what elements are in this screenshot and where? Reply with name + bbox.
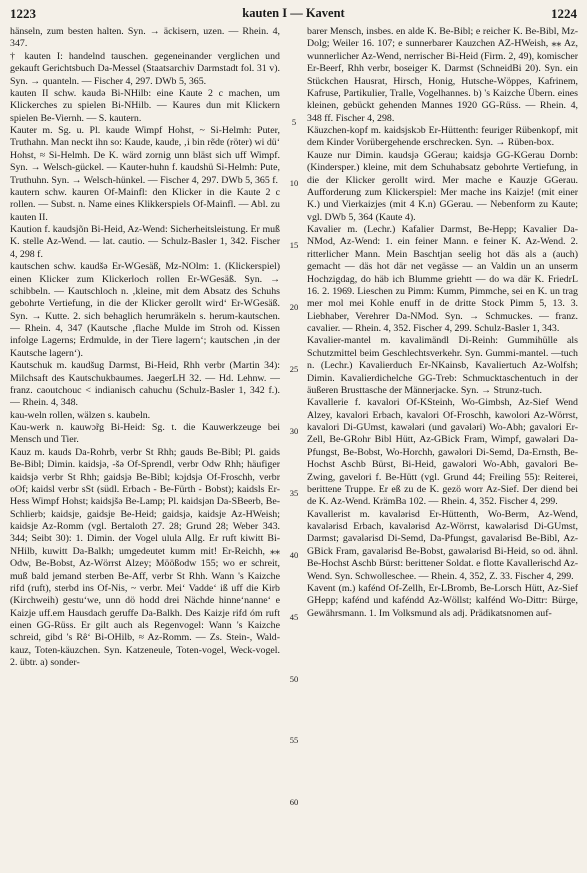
line-number: 5 [291,117,297,127]
dictionary-entry: hänseln, zum besten halten. Syn. → äckisern, uzen. — Rhein. 4, 347. [10,26,280,50]
dictionary-entry: kau-weln rollen, wälzen s. kaubeln. [10,409,151,421]
dictionary-entry: barer Mensch, insbes. en alde K. Be-Bibl; e reicher K. Be-Bibl, Mz-Dolg; Weiler 16. 107; e sunnerbarer Kauzchen AZ-HWeish, ⁎⁎ Az, wunnerlicher Az-Wend, nerrischer Bi-Heid (Firm. 2, 49), komischer Er-Beerf, Rhh verbr, boseiger K. Darmst (SchneidBi 20). Syn. ein Stückchen Hausrat, Hirsch, Honig, Hutsche-Wöppes, Kafrinem, Kafruse, Partikulier, Tralle, Vogelhannes. b) 's Kaizche Übern. eines kleinen, gebückt gehenden Mannes 1920 GG-Rüss. — Rhein. 4, 348 ff. Fischer 4, 298. [307,26,578,124]
line-number: 15 [289,240,299,250]
page-header [10,6,577,24]
dictionary-entry: † kauten I: handelnd tauschen. gegeneinander verglichen und gekauft Gerichtsbuch Da-Messel (Staatsarchiv Darmstadt fol. 31 v). Syn. → quanteln. — Fischer 4, 297. DWb 5, 365. [10,50,280,87]
line-number: 25 [289,364,299,374]
line-number: 55 [289,735,299,745]
left-page-number: 1223 [10,6,36,21]
dictionary-entry: Kauz m. kauds Da-Rohrb, verbr St Rhh; gauds Be-Bibl; Pl. gaids Be-Bibl; Dimin. kaidsjə, -šə Of-Sprendl, verbr Odw Rhh; häufiger kaidsjə verbr St Rhh; gaidsjə Be-Bibl; kɔjdsjə Of-Froschh, verbr oOf; kaidsl verbr sSt (südl. Erbach - Be-Fürth - Bobst); kaidsls Er-Hess Wimpf Hohst; kaidsjšə Be-Lamp; Pl. kaidsjən Da-SBeerb, Be-Schlierb; kaidsjɐ, gaidsjɐ Be-Heid; gaidsjə, kaidsjɐ Az-HWeish; kaidsjɐ Az-Romm (vgl. Bertaloth 27. 28; Grund 28; Weber 343. 344; Seibt 30): 1. Dimin. der Vogel ulula Allg. Er ruft kiwitt Bi-NHilb, kuwitt Da-Balkh; umgedeutet kumm mit! Er-Reichh, ⁎⁎ Odw, Be-Bobst, Az-Wörrst Alzey; Möößodw 155; wo er schreit, muß bald jemand sterben Be-Aff, verbr St Rhh. Wann 's Kaizche rifd (ruft), sterbd ins Of-Nis, ~ verbr. Mei‘ Vadde‘ iß uff die Kirb (Kirchweih) gestu‘we, unn dö hodd drei Nächde hinne‘nanne‘ e Kaizje uff.em Hausdach geruffe Da-Balkh. Des Kaizje rifd óm ruft einen GG-Rüss. Er gilt auch als Regenvogel: Wann 's Kaizche schreid, gibd 's Rê‘ Bi-OHilb, ≈ Az-Romm. — Zs. Stein-, Wald-kauz, Toten-käuzchen. Syn. Katzeneule, Toten-vogel, Weck-vogel. 2. übtr. a) sonder- [10,446,280,669]
dictionary-entry: Kavallerie f. kavalori Of-KSteinh, Wo-Gimbsh, Az-Sief Wend Alzey, kavalori Erbach, kavalori Of-Froschh, kawolori Az-Wörrst, kavalori Di-GUmst, kawələri (und gavələri) Wo-Abh; gavalori Er-Zell, Be-GRohr Bibl Hütt, Az-GBick Fram, Wimpf, gawələri Da-Pfungst, Be-Bobst, Wo-Horchh, gawəlori Di-Semd, Da-Ernsth, Be-Hochst Aschb Bürst, Bi-Heid, gawəlori Wo-Abh, gavalori Be-Zwing, gavelori f. Be-Hütt (vgl. Grund 44; Freiling 55): Reiterei, berittene Truppe. Er eß zu de K. gezö worr Az-Sief. Der diend bei de K. Az-Wend. KrämBa 102. — Rhein. 4, 352. Fischer 4, 299. [307,397,578,508]
dictionary-entry: Kauter m. Sg. u. Pl. kaudɐ Wimpf Hohst, ~ Si-Helmh: Puter, Truthahn. Man neckt ihn so: Kaudɐ, kaudɐ, ‚i bin rẽdɐ (röter) wi dü‘ Hohst, ≈ Si-Helmh. De K. wärd zornig unn bläst sich uff Wimpf. Syn. → Welsch-gückel. — Kauter-huhn f. kaudshü Si-Helmh: Pute, Truthuhn. Syn. → Welsch-hünkel. — Fischer 4, 297. DWb 5, 365 f. [10,125,280,186]
dictionary-entry: kautern schw. kaurɐn Of-Mainfl: den Klicker in die Kaute 2 c rollen. — Subst. n. Name eines Klikkerspiels Of-Mainfl. — Abl. zu kauten II. [10,186,280,223]
running-title: kauten I — Kavent [242,6,345,20]
line-number: 50 [289,674,299,684]
line-number: 60 [289,797,299,807]
right-column [307,26,578,866]
dictionary-entry: Kauze nur Dimin. kaudsjə GGerau; kaidsjə GG-KGerau Dornb: (Kindersper.) kleine, mit dem Schuhabsatz gebohrte Vertiefung, in die der Klicker gerollt wird. Mer mache e Kauzje GGerau. Aufforderung zum Klickerspiel: Mer mache ins Kaizje! (mit einer K.) und Vierkaizjes (mit 4 K.n) GGerau. — Nebenform zu Kaute; vgl. DWb 5, 364 (Kaute 4). [307,149,578,223]
dictionary-entry: kautschen schw. kaudšə Er-WGesäß, Mz-NOlm: 1. (Klickerspiel) einen Klicker zum Klickerloch rollen Er-WGesäß. Syn. → schibbeln. — Kautschloch n. ‚kleine, mit dem Absatz des Schuhs gebohrte Vertiefung, in die der Klicker gerollt wird‘ Er-WGesäß. Syn. → Kutte. 2. sich behaglich herumräkeln s. herum-kautschen. — Rhein. 4, 347 (Kautsche ‚flache Mulde im Stroh od. Kissen infolge Lagerns; Erdmulde, in der Tiere lagern‘; kautschen ‚in der Kautsche lagern‘). [10,261,280,359]
right-page-number: 1224 [551,6,577,21]
dictionary-entry: Käuzchen-kopf m. kaidsjskɔb Er-Hüttenth: feuriger Rübenkopf, mit dem Kinder Vorübergehende erschrecken. Syn. → Rüben-box. [307,125,578,149]
dictionary-entry: kauten II schw. kaudə Bi-NHilb: eine Kaute 2 c machen, um Klickerches zu spielen Bi-NHilb. — Kaures dun mit Klickern spielen Be-Viernh. — S. kautern. [10,87,280,124]
line-number: 45 [289,612,299,622]
line-number: 10 [289,178,299,188]
dictionary-entry: Kaution f. kaudsjõn Bi-Heid, Az-Wend: Sicherheitsleistung. Er muß K. stelle Az-Wend. — lat. cautio. — Schulz-Basler 1, 342. Fischer 4, 298 f. [10,224,280,260]
dictionary-entry: Kavalier-mantel m. kavalimändl Di-Reinh: Gummihülle als Schutzmittel beim Geschlechtsverkehr. Syn. Gummi-mantel. —tuch n. (Lechr.) Kavalierduch Er-NKainsb, Kavaliertuch Az-Wolfsh; Dimin. Kavalierdichelche GG-Treb: Schmucktaschentuch in der äußeren Brusttasche der Männerjacke. Syn. → Strunz-tuch. [307,335,578,396]
line-number: 40 [289,550,299,560]
line-number: 20 [289,302,299,312]
line-number: 30 [289,426,299,436]
dictionary-entry: Kavallerist m. kavalərisd Er-Hüttenth, Wo-Berm, Az-Wend, kavalərisd Erbach, kavalərisd Az-Wörrst, kawələrisd Di-GUmst, Darmst; gavələrisd Di-Semd, Da-Pfungst, gavalərisd Be-Bibl, Az-GBick Fram, gavalərisd Be-Bobst, gawələrisd Bi-Heid, so od. ähnl. Be-Hochst Aschb Bürst: berittener Soldat. e flotte Kavallerischd Az-Wend. Syn. Schwolleschee. — Rhein. 4, 352, Z. 33. Fischer 4, 299. [307,508,578,582]
line-number: 35 [289,488,299,498]
dictionary-entry: Kavent (m.) kafénd Of-Zellh, Er-LBromb, Be-Lorsch Hütt, Az-Sief GHepp; kafénd und kaféndd Az-Wöllst; kalfénd Wo-Dittr: Bürge, Gewährsmann. 1. Im Volksmund als adj. Prädikatsnomen auf- [307,582,578,619]
dictionary-entry: Kau-werk n. kauwɔ̃rg Bi-Heid: Sg. t. die Kauwerkzeuge bei Mensch und Tier. [10,422,280,446]
dictionary-entry: Kautschuk m. kaudšug Darmst, Bi-Heid, Rhh verbr (Martin 34): Milchsaft des Kautschukbaumes. JaegerLH 32. — Hd. Lehnw. — franz. caoutchouc < indianisch cahuchu (Schulz-Basler 1, 342 f.). — Rhein. 4, 348. [10,360,280,409]
dictionary-entry: Kavalier m. (Lechr.) Kafalier Darmst, Be-Hepp; Kavalier Da-NMod, Az-Wend: 1. ein feiner Mann. e feiner K. Az-Wend. 2. ritterlicher Mann. Mein Baschtjan seelig hot däs als a (auch) gemacht — däs hot där net vegässe — an Valdin un an unserm Hochzigdag, do häb ich Blumme griehtt — do wa där K. FriedrL 16. 2. 1969. Lieschen zu Pimm: Kumm, Pimmche, sei en K. un trag mer mol mei Kohle enuff in de dritte Stock Pimm 5, 13. 3. Liebhaber, Verehrer Da-NMod. Syn. → Schmuckes. — franz. cavalier. — Rhein. 4, 352. Fischer 4, 299. Schulz-Basler 1, 343. [307,224,578,334]
left-column [10,26,280,866]
